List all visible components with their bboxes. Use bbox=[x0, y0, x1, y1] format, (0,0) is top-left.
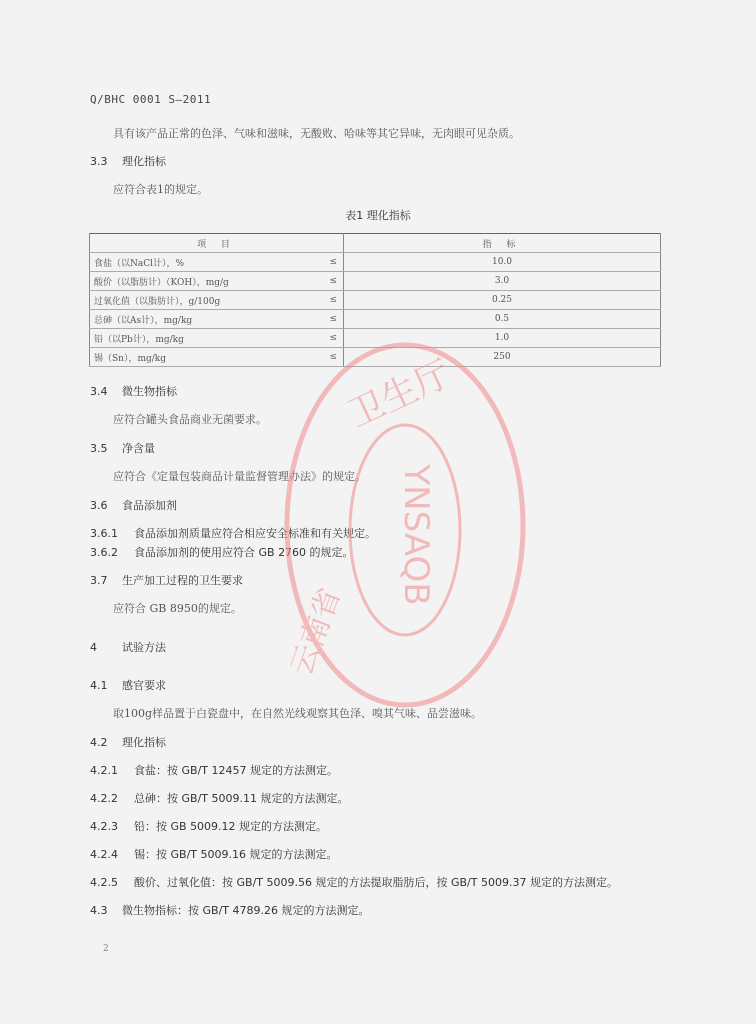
seal-side-text: 云南省 bbox=[284, 583, 348, 681]
section-number: 4.2.2 bbox=[90, 792, 118, 805]
physicochemical-table bbox=[89, 233, 661, 367]
page-number: 2 bbox=[103, 944, 109, 954]
section-text: 铅：按 GB 5009.12 规定的方法测定。 bbox=[134, 820, 328, 833]
section-title: 净含量 bbox=[122, 442, 155, 455]
row-item: 铅（以Pb计），mg/kg bbox=[90, 329, 304, 348]
table-row bbox=[90, 348, 661, 367]
row-operator: ≤ bbox=[303, 291, 344, 310]
section-text: 锡：按 GB/T 5009.16 规定的方法测定。 bbox=[134, 848, 338, 861]
section-4-3 bbox=[90, 902, 369, 918]
row-operator: ≤ bbox=[303, 329, 344, 348]
section-number: 3.6.1 bbox=[90, 527, 118, 540]
section-number: 4.1 bbox=[90, 679, 108, 692]
section-3-5-body: 应符合《定量包装商品计量监督管理办法》的规定。 bbox=[113, 470, 366, 483]
table-row bbox=[90, 272, 661, 291]
section-text: 食品添加剂质量应符合相应安全标准和有关规定。 bbox=[134, 527, 376, 540]
section-text: 微生物指标：按 GB/T 4789.26 规定的方法测定。 bbox=[122, 904, 370, 917]
section-4-2-3 bbox=[90, 818, 327, 834]
section-4-2-2 bbox=[90, 790, 348, 806]
table-caption: 表1 理化指标 bbox=[345, 209, 411, 222]
row-operator: ≤ bbox=[303, 253, 344, 272]
section-number: 4.2 bbox=[90, 736, 108, 749]
section-4-2-1 bbox=[90, 762, 338, 778]
seal-inner-text: YNSAQB bbox=[396, 464, 436, 606]
section-3-7-heading bbox=[90, 572, 243, 588]
row-operator: ≤ bbox=[303, 272, 344, 291]
section-4-1-heading bbox=[90, 677, 166, 693]
row-value: 10.0 bbox=[344, 253, 661, 272]
section-title: 生产加工过程的卫生要求 bbox=[122, 574, 243, 587]
section-4-2-5 bbox=[90, 874, 618, 890]
row-value: 0.25 bbox=[344, 291, 661, 310]
row-value: 250 bbox=[344, 348, 661, 367]
section-title: 理化指标 bbox=[122, 736, 166, 749]
section-3-6-1 bbox=[90, 525, 376, 541]
section-number: 4.2.5 bbox=[90, 876, 118, 889]
row-operator: ≤ bbox=[303, 348, 344, 367]
section-3-4-heading bbox=[90, 383, 177, 399]
table-row bbox=[90, 329, 661, 348]
section-4-2-4 bbox=[90, 846, 337, 862]
section-number: 3.6.2 bbox=[90, 546, 118, 559]
sensory-description: 具有该产品正常的色泽、气味和滋味，无酸败、哈味等其它异味，无肉眼可见杂质。 bbox=[113, 127, 520, 140]
row-value: 0.5 bbox=[344, 310, 661, 329]
section-number: 3.7 bbox=[90, 574, 108, 587]
section-3-5-heading bbox=[90, 440, 155, 456]
section-number: 3.6 bbox=[90, 499, 108, 512]
section-title: 试验方法 bbox=[122, 641, 166, 654]
table-header-row bbox=[90, 234, 661, 253]
row-item: 锡（Sn），mg/kg bbox=[90, 348, 304, 367]
row-operator: ≤ bbox=[303, 310, 344, 329]
section-4-1-body: 取100g样品置于白瓷盘中，在自然光线观察其色泽、嗅其气味、品尝滋味。 bbox=[113, 707, 483, 720]
section-number: 4 bbox=[90, 641, 97, 654]
section-number: 4.2.1 bbox=[90, 764, 118, 777]
seal-top-text: 卫生厅 bbox=[342, 353, 458, 436]
row-item: 酸价（以脂肪计）（KOH），mg/g bbox=[90, 272, 304, 291]
table-row bbox=[90, 310, 661, 329]
section-4-heading bbox=[90, 639, 166, 655]
section-text: 酸价、过氧化值：按 GB/T 5009.56 规定的方法提取脂肪后，按 GB/T 5009.37 规定的方法测定。 bbox=[134, 876, 618, 889]
section-title: 微生物指标 bbox=[122, 385, 177, 398]
section-3-7-body: 应符合 GB 8950的规定。 bbox=[113, 602, 242, 615]
section-3-3-body: 应符合表1的规定。 bbox=[113, 183, 208, 196]
section-title: 感官要求 bbox=[122, 679, 166, 692]
row-value: 3.0 bbox=[344, 272, 661, 291]
row-item: 食盐（以NaCl计），% bbox=[90, 253, 304, 272]
section-title: 理化指标 bbox=[122, 155, 166, 168]
table-row bbox=[90, 291, 661, 310]
section-3-4-body: 应符合罐头食品商业无菌要求。 bbox=[113, 413, 267, 426]
section-number: 3.5 bbox=[90, 442, 108, 455]
section-text: 食品添加剂的使用应符合 GB 2760 的规定。 bbox=[134, 546, 354, 559]
section-number: 3.4 bbox=[90, 385, 108, 398]
section-3-6-2 bbox=[90, 544, 354, 560]
standard-code: Q/BHC 0001 S—2011 bbox=[90, 93, 212, 106]
section-text: 总砷：按 GB/T 5009.11 规定的方法测定。 bbox=[134, 792, 349, 805]
row-value: 1.0 bbox=[344, 329, 661, 348]
section-3-6-heading bbox=[90, 497, 177, 513]
row-item: 总砷（以As计），mg/kg bbox=[90, 310, 304, 329]
section-number: 4.3 bbox=[90, 904, 108, 917]
column-header-value: 指 标 bbox=[344, 234, 661, 253]
column-header-item: 项 目 bbox=[90, 234, 344, 253]
section-number: 3.3 bbox=[90, 155, 108, 168]
section-text: 食盐：按 GB/T 12457 规定的方法测定。 bbox=[134, 764, 338, 777]
section-title: 食品添加剂 bbox=[122, 499, 177, 512]
section-number: 4.2.4 bbox=[90, 848, 118, 861]
section-3-3-heading bbox=[90, 153, 166, 169]
row-item: 过氧化值（以脂肪计），g/100g bbox=[90, 291, 304, 310]
section-4-2-heading bbox=[90, 734, 166, 750]
section-number: 4.2.3 bbox=[90, 820, 118, 833]
table-row bbox=[90, 253, 661, 272]
